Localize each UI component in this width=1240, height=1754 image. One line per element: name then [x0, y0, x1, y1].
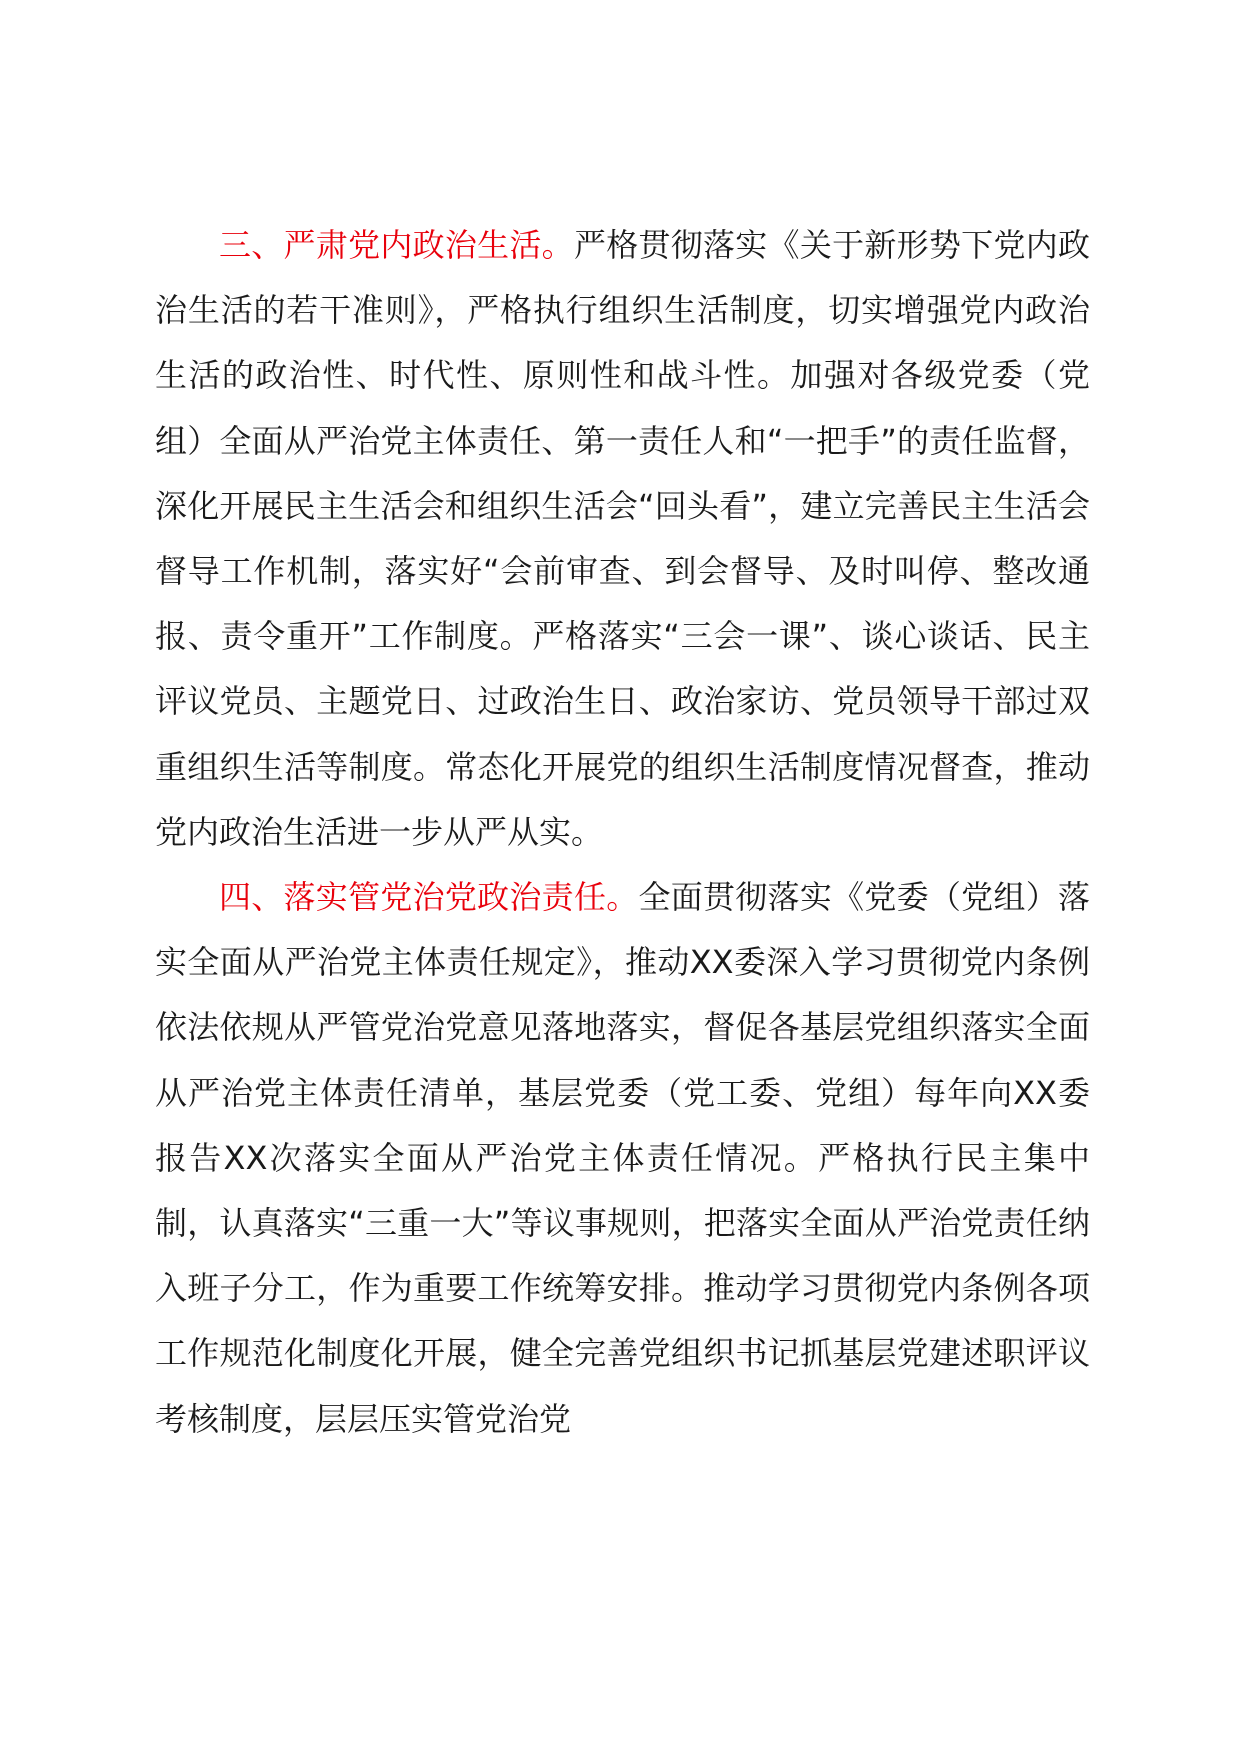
section-four-heading: 四、落实管党治党政治责任。: [219, 878, 639, 917]
section-four-body: 全面贯彻落实《党委（党组）落实全面从严治党主体责任规定》，推动XX委深入学习贯彻党内条例依法依规从严管党治党意见落地落实，督促各基层党组织落实全面从严治党主体责任清单，基层党委（党工委、党组）每年向XX委报告XX次落实全面从严治党主体责任情况。严格执行民主集中制，认真落实“三重一大”等议事规则，把落实全面从严治党责任纳入班子分工，作为重要工作统筹安排。推动学习贯彻党内条例各项工作规范化制度化开展，健全完善党组织书记抓基层党建述职评议考核制度，层层压实管党治党: [155, 878, 1090, 1438]
document-page: [155, 213, 1090, 1452]
section-three-heading: 三、严肃党内政治生活。: [219, 226, 574, 264]
section-three-body: 严格贯彻落实《关于新形势下党内政治生活的若干准则》，严格执行组织生活制度，切实增强党内政治生活的政治性、时代性、原则性和战斗性。加强对各级党委（党组）全面从严治党主体责任、第一责任人和“一把手”的责任监督，深化开展民主生活会和组织生活会“回头看”，建立完善民主生活会督导工作机制，落实好“会前审查、到会督导、及时叫停、整改通报、责令重开”工作制度。严格落实“三会一课”、谈心谈话、民主评议党员、主题党日、过政治生日、政治家访、党员领导干部过双重组织生活等制度。常态化开展党的组织生活制度情况督查，推动党内政治生活进一步从严从实。: [155, 226, 1090, 851]
section-three-paragraph: [155, 213, 1090, 865]
section-four-paragraph: [155, 865, 1090, 1452]
